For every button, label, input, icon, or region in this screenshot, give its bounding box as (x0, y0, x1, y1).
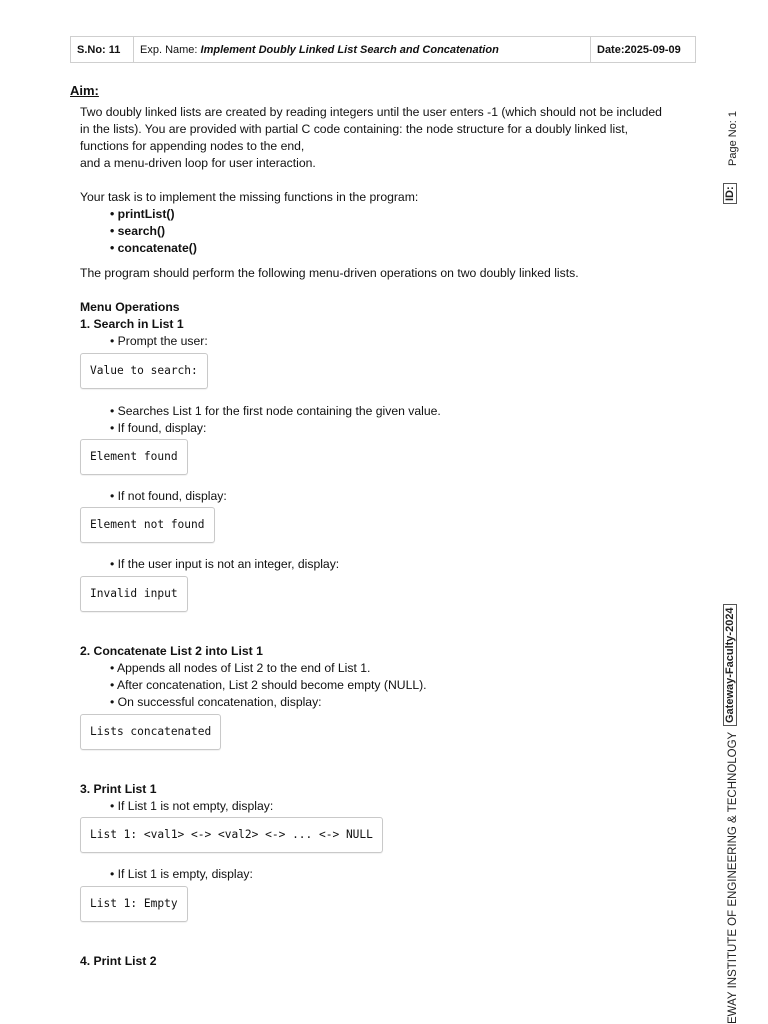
bullet-item: • If found, display: (110, 421, 207, 435)
experiment-title: Implement Doubly Linked List Search and Concatenation (200, 43, 499, 56)
bullet-item: • Searches List 1 for the first node containing the given value. (110, 404, 441, 418)
section-search-title: 1. Search in List 1 (80, 317, 184, 331)
menu-heading: Menu Operations (80, 300, 180, 314)
section-print-list1-title: 3. Print List 1 (80, 782, 157, 796)
faculty-label (724, 604, 736, 726)
document-body (80, 104, 700, 970)
task-text: Your task is to implement the missing functions in the program: (80, 190, 419, 204)
page-number: Page No: 1 (727, 110, 739, 166)
experiment-name-label: Exp. Name: (140, 43, 201, 56)
bullet-item: • If List 1 is empty, display: (110, 867, 253, 881)
serial-number: S.No: 11 (71, 37, 134, 63)
function-item: • concatenate() (110, 241, 197, 255)
code-box-list-empty: List 1: Empty (80, 886, 188, 922)
intro-line: functions for appending nodes to the end, (80, 139, 305, 153)
code-box-prompt: Value to search: (80, 353, 208, 389)
code-box-concatenated: Lists concatenated (80, 714, 221, 750)
bullet-item: • After concatenation, List 2 should become empty (NULL). (110, 678, 427, 692)
intro-line: and a menu-driven loop for user interaction. (80, 156, 316, 170)
faculty-name: Gateway-Faculty-2024 (723, 604, 737, 726)
bullet-item: • If not found, display: (110, 489, 227, 503)
bullet-item: • Appends all nodes of List 2 to the end of List 1. (110, 661, 371, 675)
institute-name: EWAY INSTITUTE OF ENGINEERING & TECHNOLOGY (727, 731, 739, 1024)
student-id-label (724, 183, 736, 204)
program-description: The program should perform the following menu-driven operations on two doubly linked lists. (80, 266, 579, 280)
intro-line: in the lists). You are provided with partial C code containing: the node structure for a doubly linked list, (80, 122, 629, 136)
bullet-item: • Prompt the user: (110, 334, 208, 348)
function-item: • search() (110, 224, 166, 238)
bullet-item: • If List 1 is not empty, display: (110, 799, 274, 813)
id-label: ID: (723, 183, 737, 204)
function-item: • printList() (110, 207, 175, 221)
code-box-invalid: Invalid input (80, 576, 188, 612)
section-concatenate-title: 2. Concatenate List 2 into List 1 (80, 644, 263, 658)
experiment-name (134, 37, 591, 63)
code-box-not-found: Element not found (80, 507, 215, 543)
bullet-item: • If the user input is not an integer, display: (110, 557, 340, 571)
intro-line: Two doubly linked lists are created by reading integers until the user enters -1 (which should not be included (80, 105, 662, 119)
aim-heading: Aim: (70, 83, 99, 98)
experiment-date: Date:2025-09-09 (591, 37, 696, 63)
code-box-found: Element found (80, 439, 188, 475)
code-box-list-nonempty: List 1: <val1> <-> <val2> <-> ... <-> NULL (80, 817, 383, 853)
experiment-header (70, 36, 696, 63)
section-print-list2-title: 4. Print List 2 (80, 954, 157, 968)
bullet-item: • On successful concatenation, display: (110, 695, 322, 709)
